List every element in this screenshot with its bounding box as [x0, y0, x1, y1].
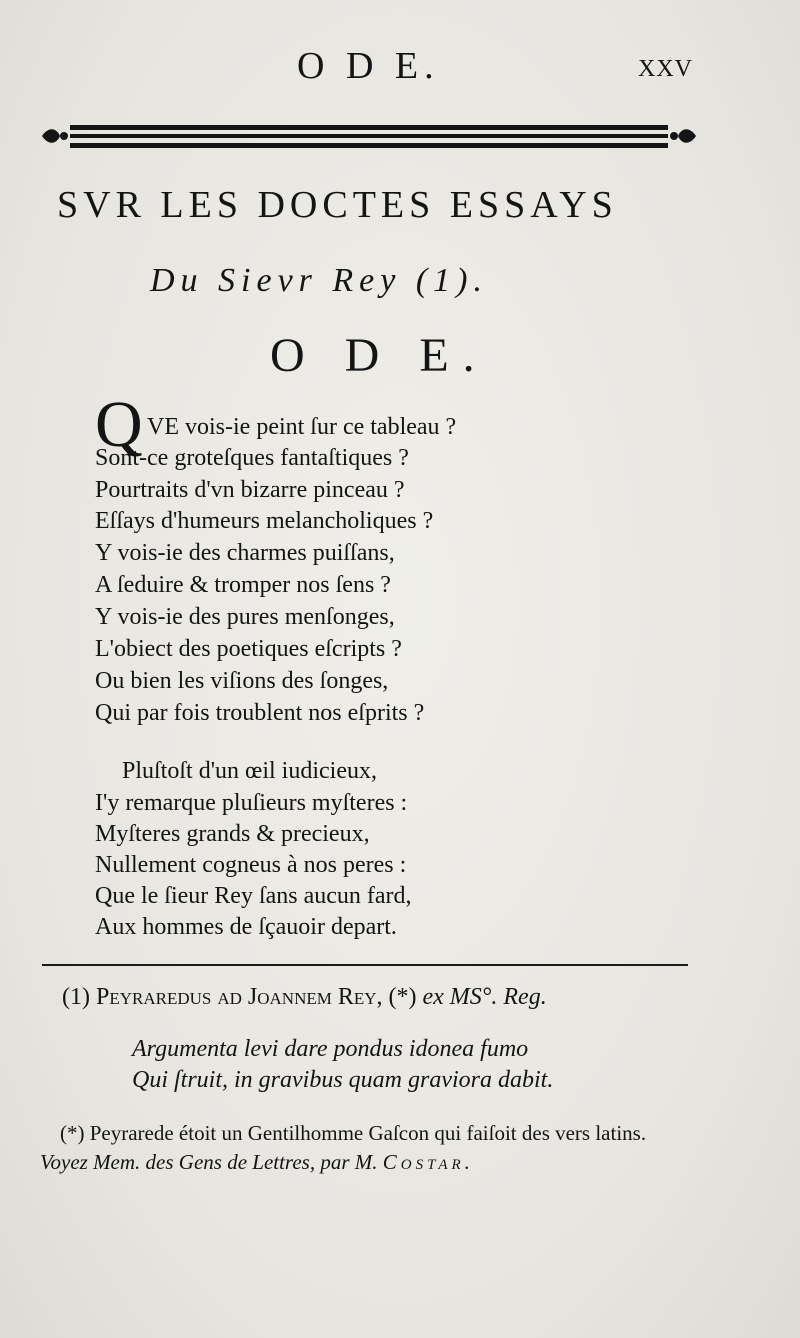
verse-line: Pourtraits d'vn bizarre pinceau ?: [95, 477, 405, 503]
running-title: O D E.: [297, 45, 440, 87]
ode-title-line1: SVR LES DOCTES ESSAYS: [57, 184, 618, 226]
verse-line: Myſteres grands & precieux,: [95, 821, 370, 847]
verse-line: Ou bien les viſions des ſonges,: [95, 668, 389, 694]
verse-line: A ſeduire & tromper nos ſens ?: [95, 572, 391, 598]
ode-title-line2: Du Sievr Rey (1).: [150, 262, 489, 299]
footnote-mark: (*): [388, 984, 417, 1010]
verse-line: Y vois-ie des pures menſonges,: [95, 604, 395, 630]
note-citation: [40, 1150, 474, 1175]
latin-verse-line: Qui ſtruit, in gravibus quam graviora dabit.: [132, 1067, 554, 1093]
latin-verse-line: Argumenta levi dare pondus idonea fumo: [132, 1036, 529, 1062]
citation-text: Voyez Mem. des Gens de Lettres, par M.: [40, 1150, 378, 1174]
verse-line: I'y remarque pluſieurs myſteres :: [95, 790, 408, 816]
verse-line: Y vois-ie des charmes puiſſans,: [95, 540, 395, 566]
verse-line: Pluſtoſt d'un œil iudicieux,: [122, 758, 377, 784]
footnote-source: ex MS°. Reg.: [422, 984, 547, 1010]
verse-line: L'obiect des poetiques eſcripts ?: [95, 636, 402, 662]
footnote-reference: [62, 984, 547, 1011]
footnote-names: Peyraredus ad Joannem Rey,: [95, 984, 383, 1010]
verse-line: VE vois-ie peint ſur ce tableau ?: [147, 414, 457, 440]
verse-line: Aux hommes de ſçauoir depart.: [95, 914, 397, 940]
ornamental-rule-icon: [40, 121, 698, 157]
drop-cap: Q: [95, 388, 143, 461]
footnote-divider: [42, 964, 688, 966]
page-number: XXV: [638, 56, 693, 82]
verse-line: Sont-ce groteſques fantaſtiques ?: [95, 445, 409, 471]
ode-heading: O D E.: [270, 329, 489, 382]
citation-author: Costar.: [382, 1150, 474, 1174]
verse-line: Eſſays d'humeurs melancholiques ?: [95, 508, 434, 534]
verse-line: Nullement cogneus à nos peres :: [95, 852, 407, 878]
footnote-number: (1): [62, 984, 90, 1010]
verse-line: Qui par fois troublent nos eſprits ?: [95, 700, 425, 726]
verse-line: Que le ſieur Rey ſans aucun fard,: [95, 883, 412, 909]
note-text-line: (*) Peyrarede étoit un Gentilhomme Gaſcon qui faiſoit des vers latins.: [60, 1121, 647, 1145]
